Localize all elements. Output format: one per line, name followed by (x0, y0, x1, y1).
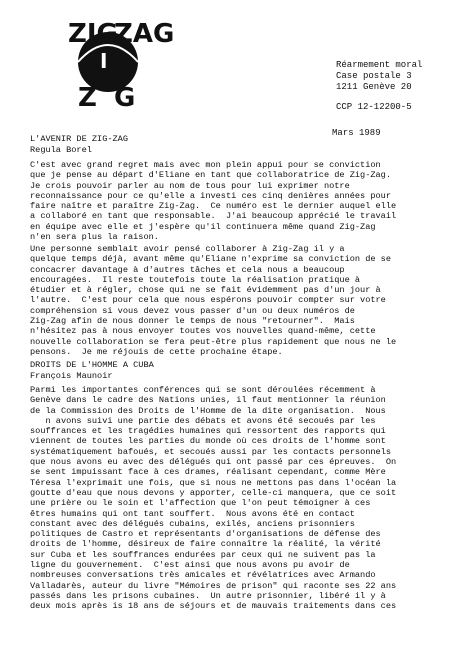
article-2-paragraph-1 (30, 385, 450, 612)
logo-mark-left: Z (78, 83, 97, 113)
address-line-3: 1211 Genève 20 (336, 82, 412, 92)
text-line: nouvelle collaboration se fera peut-être plus rapidement que nous ne le (30, 336, 397, 347)
address-line-2: Case postale 3 (336, 71, 412, 81)
text-line: reconnaissance pour ce qu'elle a investi ces cinq denières années pour (30, 190, 391, 201)
article-1-title: L'AVENIR DE ZIG-ZAG (30, 134, 128, 144)
address-line-1: Réarmement moral (336, 60, 423, 70)
text-line: en équipe avec elle et j'espère qu'il continuera même quand Zig-Zag (30, 221, 376, 232)
article-1-paragraph-2 (30, 244, 450, 357)
text-line: que nous avons eu avec des délégués qui ont passé par ces épreuves. On (30, 457, 397, 468)
text-line: viennent de toutes les parties du monde où ces droits de l'homme sont (30, 436, 386, 447)
article-2-title: DROITS DE L'HOMME A CUBA (30, 360, 154, 370)
text-line: n avons suivi une partie des débats et avons été secoués par les (30, 415, 376, 426)
article-1-heading (30, 134, 450, 156)
text-line: a collaboré en tant que responsable. J'ai beaucoup apprécié le travail (30, 211, 397, 222)
text-line: n'hésitez pas à nous envoyer toutes vos nouvelles quand-même, cette (30, 326, 376, 337)
article-1-author: Regula Borel (30, 145, 92, 155)
text-line: une prière ou le soin et l'affection que l'on peut témoigner à ces (30, 498, 371, 509)
text-line: passés dans les prisons cubaines. Un autre prisonnier, libéré il y à (30, 590, 386, 601)
text-line: n'en sera plus la raison. (30, 232, 159, 243)
article-2-author: François Maunoir (30, 371, 113, 381)
text-line: Téresa l'exprimait une fois, que si nous ne mettons pas dans l'océan la (30, 477, 397, 488)
ccp-number: CCP 12-12200-5 (336, 102, 412, 112)
text-line: concacrer davantage à d'autres tâches et cela nous a beaucoup (30, 264, 345, 275)
text-line: Valladarès, auteur du livre "Mémoires de prison" qui raconte ses 22 ans (30, 580, 397, 591)
text-line: se sent impuissant face à ces drames, réalisant cependant, comme Mère (30, 467, 386, 478)
text-line: Une personne semblait avoir pensé collaborer à Zig-Zag il y a (30, 244, 345, 254)
document-date: Mars 1989 (332, 128, 381, 138)
text-line: l'autre. C'est pour cela que nous espérons pouvoir compter sur votre (30, 295, 386, 306)
text-line: encouragées. Il reste toutefois toute la réalisation pratique à (30, 274, 361, 285)
text-line: goutte d'eau que nous devons y apporter, celle-ci manquera, que ce soit (30, 487, 397, 498)
logo-word-top: ZIG (68, 19, 118, 49)
text-line: Parmi les importantes conférences qui se sont déroulées récemment à (30, 385, 376, 395)
text-line: systématiquement bafoués, et secoués aussi par les contacts personnels (30, 446, 391, 457)
article-2-heading (30, 360, 450, 382)
text-line: compréhension si vous devez vous passer d'un ou deux numéros de (30, 305, 355, 316)
text-line: étudier et à régler, chose qui ne se fait évidemment pas d'un jour à (30, 285, 381, 296)
zig-zag-logo (56, 8, 175, 116)
text-line: C'est avec grand regret mais avec mon plein appui pour se conviction (30, 160, 381, 170)
text-line: constant avec des délégués cubains, exilés, anciens prisonniers (30, 518, 355, 529)
article-1-paragraph-1 (30, 160, 450, 242)
text-line: droits de l'homme, désireux de faire connaître la réalité, la vérité (30, 539, 381, 550)
text-line: que je pense au départ d'Eliane en tant que collaboratrice de Zig-Zag. (30, 170, 391, 181)
text-line: ligne du gouvernement. C'est ainsi que nous avons pu avoir de (30, 560, 350, 571)
text-line: nombreuses conversations très amicales et révélatrices avec Armando (30, 570, 376, 581)
text-line: quelque temps déjà, avant même qu'Eliane n'exprime sa conviction de se (30, 254, 391, 265)
text-line: souffrances et les tragédies humaines qui ressortent des rapports qui (30, 426, 386, 437)
logo-mark-mid: I (100, 49, 108, 73)
text-line: pensons. Je me réjouis de cette prochaine étape. (30, 346, 283, 357)
text-line: deux mois après is 18 ans de séjours et de mauvais traitements dans ces (30, 601, 397, 612)
text-line: faire naître et paraître Zig-Zag. Ce numéro est le dernier auquel elle (30, 201, 397, 212)
logo-mark-right: G (114, 83, 136, 113)
address-block (336, 60, 422, 93)
text-line: de la Commission des Droits de l'Homme de la dite organisation. Nous (30, 405, 386, 416)
logo-word-bottom: ZAG (114, 19, 175, 49)
text-line: êtres humains qui ont tant souffert. Nous avons été en contact (30, 508, 355, 519)
text-line: Zig-Zag afin de nous donner le temps de nous "retourner". Mais (30, 316, 355, 327)
text-line: politiques de Castro et représentants d'organisations de défense des (30, 529, 381, 540)
text-line: sur Cuba et les souffrances endurées par ceux qui ne suivent pas la (30, 549, 376, 560)
text-line: Genève dans le cadre des Nations unies, il faut mentionner la réunion (30, 395, 386, 406)
text-line: Je crois pouvoir parler au nom de tous pour lui exprimer notre (30, 180, 350, 191)
